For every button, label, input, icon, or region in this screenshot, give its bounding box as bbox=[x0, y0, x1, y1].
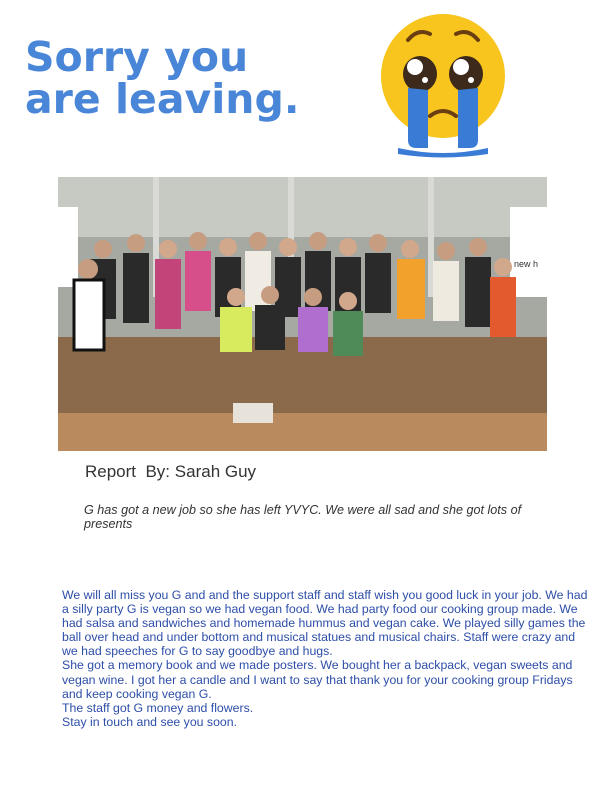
title-line-2: are leaving. bbox=[25, 75, 300, 123]
body-paragraph-1: We will all miss you G and and the support staff and staff wish you good luck in your job. We had a silly party G is vegan so we had vegan food. We had party food our cooking group made. We had salsa and sandwiches and homemade hummus and vegan cake. We played silly games the ball over head and under bottom and musical statues and musical chairs. Staff were crazy and we had speeches for G to say goodbye and hugs. bbox=[62, 588, 588, 659]
byline-label: Report By: bbox=[85, 462, 171, 481]
title-line-1: Sorry you bbox=[25, 33, 249, 81]
banner-text: new h bbox=[514, 259, 539, 269]
body-paragraph-4: Stay in touch and see you soon. bbox=[62, 714, 238, 729]
crying-face-icon bbox=[378, 8, 508, 158]
body-paragraph-2: She got a memory book and we made posters. We bought her a backpack, vegan sweets and vegan wine. I got her a candle and I want to say that thank you for your cooking group Fridays and keep cooking vegan G. bbox=[62, 658, 573, 701]
page-title bbox=[25, 33, 300, 123]
report-body bbox=[62, 588, 592, 729]
group-photo bbox=[58, 177, 547, 451]
report-byline bbox=[85, 462, 256, 482]
report-summary: G has got a new job so she has left YVYC. We were all sad and she got lots of presents bbox=[84, 503, 522, 531]
body-paragraph-3: The staff got G money and flowers. bbox=[62, 700, 254, 715]
byline-author: Sarah Guy bbox=[174, 462, 257, 481]
